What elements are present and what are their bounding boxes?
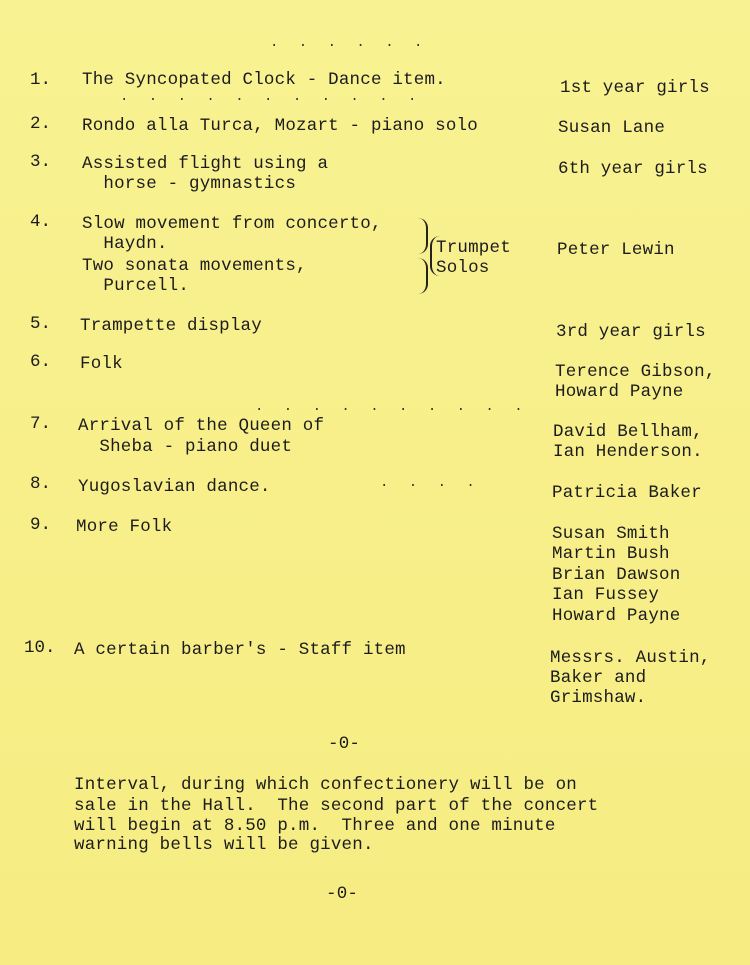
item-3-title-line-1: Assisted flight using a	[82, 154, 329, 174]
stray-dots-3: · · · ·	[380, 478, 481, 494]
interval-line-2: sale in the Hall. The second part of the concert	[74, 796, 599, 816]
bracket-upper	[418, 218, 428, 254]
item-10-title: A certain barber's - Staff item	[74, 640, 406, 660]
stray-dots-2: · · · · · · · · · ·	[255, 402, 529, 418]
item-1-performer: 1st year girls	[560, 78, 710, 98]
item-4-note-line-1: Trumpet	[436, 238, 511, 258]
interval-line-1: Interval, during which confectionery will be on	[74, 775, 577, 795]
item-2-title: Rondo alla Turca, Mozart - piano solo	[82, 116, 478, 136]
separator-2: -0-	[326, 884, 359, 904]
item-3-performer: 6th year girls	[558, 159, 708, 179]
item-3-number: 3.	[30, 152, 52, 172]
item-4-title-line-2: Haydn.	[82, 234, 168, 254]
item-9-performer-3: Brian Dawson	[552, 565, 681, 585]
separator-1: -0-	[328, 734, 361, 754]
stray-dots-1: · · · · · · · · · · ·	[120, 92, 423, 108]
item-6-performer-2: Howard Payne	[555, 382, 684, 402]
item-2-performer: Susan Lane	[558, 118, 666, 138]
item-9-number: 9.	[30, 515, 52, 535]
item-8-title: Yugoslavian dance.	[78, 477, 271, 497]
item-2-number: 2.	[30, 114, 52, 134]
interval-line-3: will begin at 8.50 p.m. Three and one minute	[74, 816, 556, 836]
item-1-number: 1.	[30, 70, 52, 90]
item-4-title-line-3: Two sonata movements,	[82, 256, 307, 276]
item-10-performer-1: Messrs. Austin,	[550, 648, 711, 668]
item-9-performer-2: Martin Bush	[552, 544, 670, 564]
item-8-number: 8.	[30, 474, 52, 494]
item-4-note-line-2: Solos	[436, 258, 490, 278]
interval-line-4: warning bells will be given.	[74, 835, 374, 855]
item-4-title-line-4: Purcell.	[82, 276, 190, 296]
item-7-performer-2: Ian Henderson.	[553, 442, 703, 462]
stray-dots-top: · · · · · ·	[270, 38, 429, 54]
item-6-performer-1: Terence Gibson,	[555, 362, 716, 382]
item-9-title: More Folk	[76, 517, 173, 537]
item-7-number: 7.	[30, 414, 52, 434]
item-7-title-line-2: Sheba - piano duet	[78, 437, 293, 457]
item-5-title: Trampette display	[80, 316, 262, 336]
item-10-number: 10.	[24, 638, 56, 658]
item-10-performer-3: Grimshaw.	[550, 688, 647, 708]
item-3-title-line-2: horse - gymnastics	[82, 174, 297, 194]
item-9-performer-4: Ian Fussey	[552, 585, 660, 605]
item-10-performer-2: Baker and	[550, 668, 647, 688]
item-6-title: Folk	[80, 354, 123, 374]
item-4-performer: Peter Lewin	[557, 240, 675, 260]
item-9-performer-1: Susan Smith	[552, 524, 670, 544]
item-5-number: 5.	[30, 314, 52, 334]
bracket-lower	[418, 258, 428, 294]
item-7-performer-1: David Bellham,	[553, 422, 703, 442]
item-8-performer: Patricia Baker	[552, 483, 702, 503]
item-6-number: 6.	[30, 352, 52, 372]
item-5-performer: 3rd year girls	[556, 322, 706, 342]
item-4-title-line-1: Slow movement from concerto,	[82, 214, 382, 234]
item-9-performer-5: Howard Payne	[552, 606, 681, 626]
item-4-number: 4.	[30, 212, 52, 232]
item-1-title: The Syncopated Clock - Dance item.	[82, 70, 446, 90]
item-7-title-line-1: Arrival of the Queen of	[78, 416, 325, 436]
